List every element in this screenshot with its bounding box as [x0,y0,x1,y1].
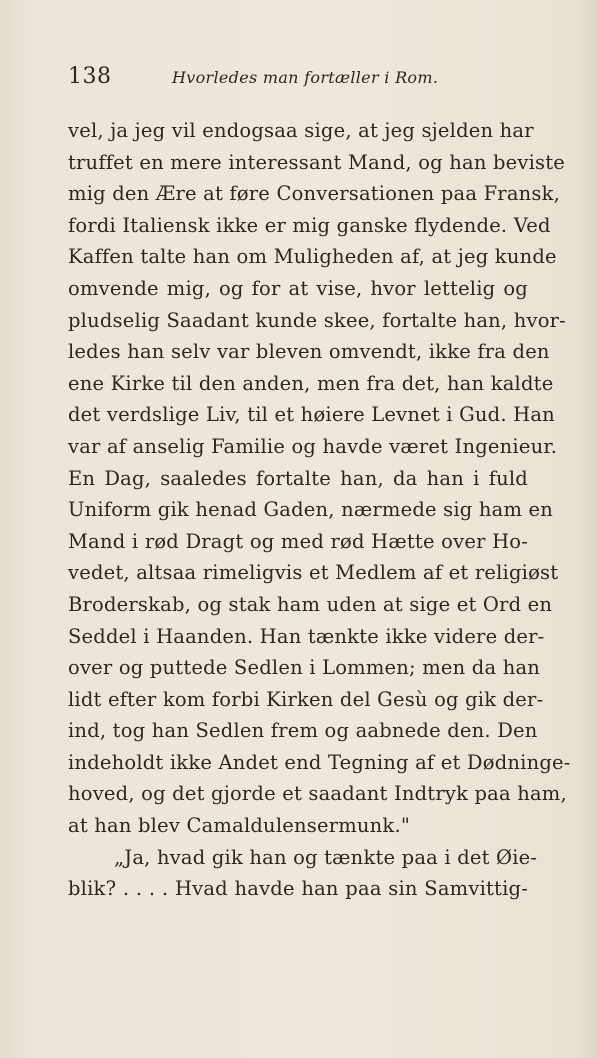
text-line: at han blev Camaldulensermunk." [68,814,411,838]
text-line: vedet, altsaa rimeligvis et Medlem af et religiøst [68,561,559,585]
text-line: ind, tog han Sedlen frem og aabnede den. Den [68,719,538,743]
page-header [68,62,528,96]
text-line: Mand i rød Dragt og med rød Hætte over Ho- [68,529,528,553]
text-line: truffet en mere interessant Mand, og han beviste [68,150,566,174]
text-line: blik? . . . . Hvad havde han paa sin Samvittig- [68,877,528,901]
text-line: Seddel i Haanden. Han tænkte ikke videre der- [68,624,545,648]
text-line: var af anselig Familie og havde været Ingenieur. [68,434,558,458]
text-line: fordi Italiensk ikke er mig ganske flydende. Ved [68,213,551,237]
text-line: indeholdt ikke Andet end Tegning af et Dødninge- [68,750,571,774]
text-line: det verdslige Liv, til et høiere Levnet i Gud. Han [68,403,555,427]
text-line: Kaffen talte han om Muligheden af, at jeg kunde [68,245,557,269]
text-line: mig den Ære at føre Conversationen paa Fransk, [68,182,561,206]
page-number: 138 [68,64,112,89]
text-line: pludselig Saadant kunde skee, fortalte han, hvor- [68,308,566,332]
text-line: omvende mig, og for at vise, hvor lettelig og [68,276,528,300]
text-line: vel, ja jeg vil endogsaa sige, at jeg sjelden har [68,119,534,142]
text-line: ledes han selv var bleven omvendt, ikke fra den [68,340,550,364]
text-line: hoved, og det gjorde et saadant Indtryk paa ham, [68,782,567,806]
text-line: ene Kirke til den anden, men fra det, han kaldte [68,371,554,395]
text-line: Broderskab, og stak ham uden at sige et Ord en [68,592,553,616]
body-text [68,115,571,905]
text-line: over og puttede Sedlen i Lommen; men da han [68,656,541,680]
text-line: „Ja, hvad gik han og tænkte paa i det Øie- [114,845,538,869]
running-head: Hvorledes man fortæller i Rom. [172,68,439,87]
text-line: lidt efter kom forbi Kirken del Gesù og gik der- [68,687,544,711]
text-line: En Dag, saaledes fortalte han, da han i fuld [68,466,528,490]
text-line: Uniform gik henad Gaden, nærmede sig ham en [68,498,554,522]
show-through-mark [178,906,218,926]
